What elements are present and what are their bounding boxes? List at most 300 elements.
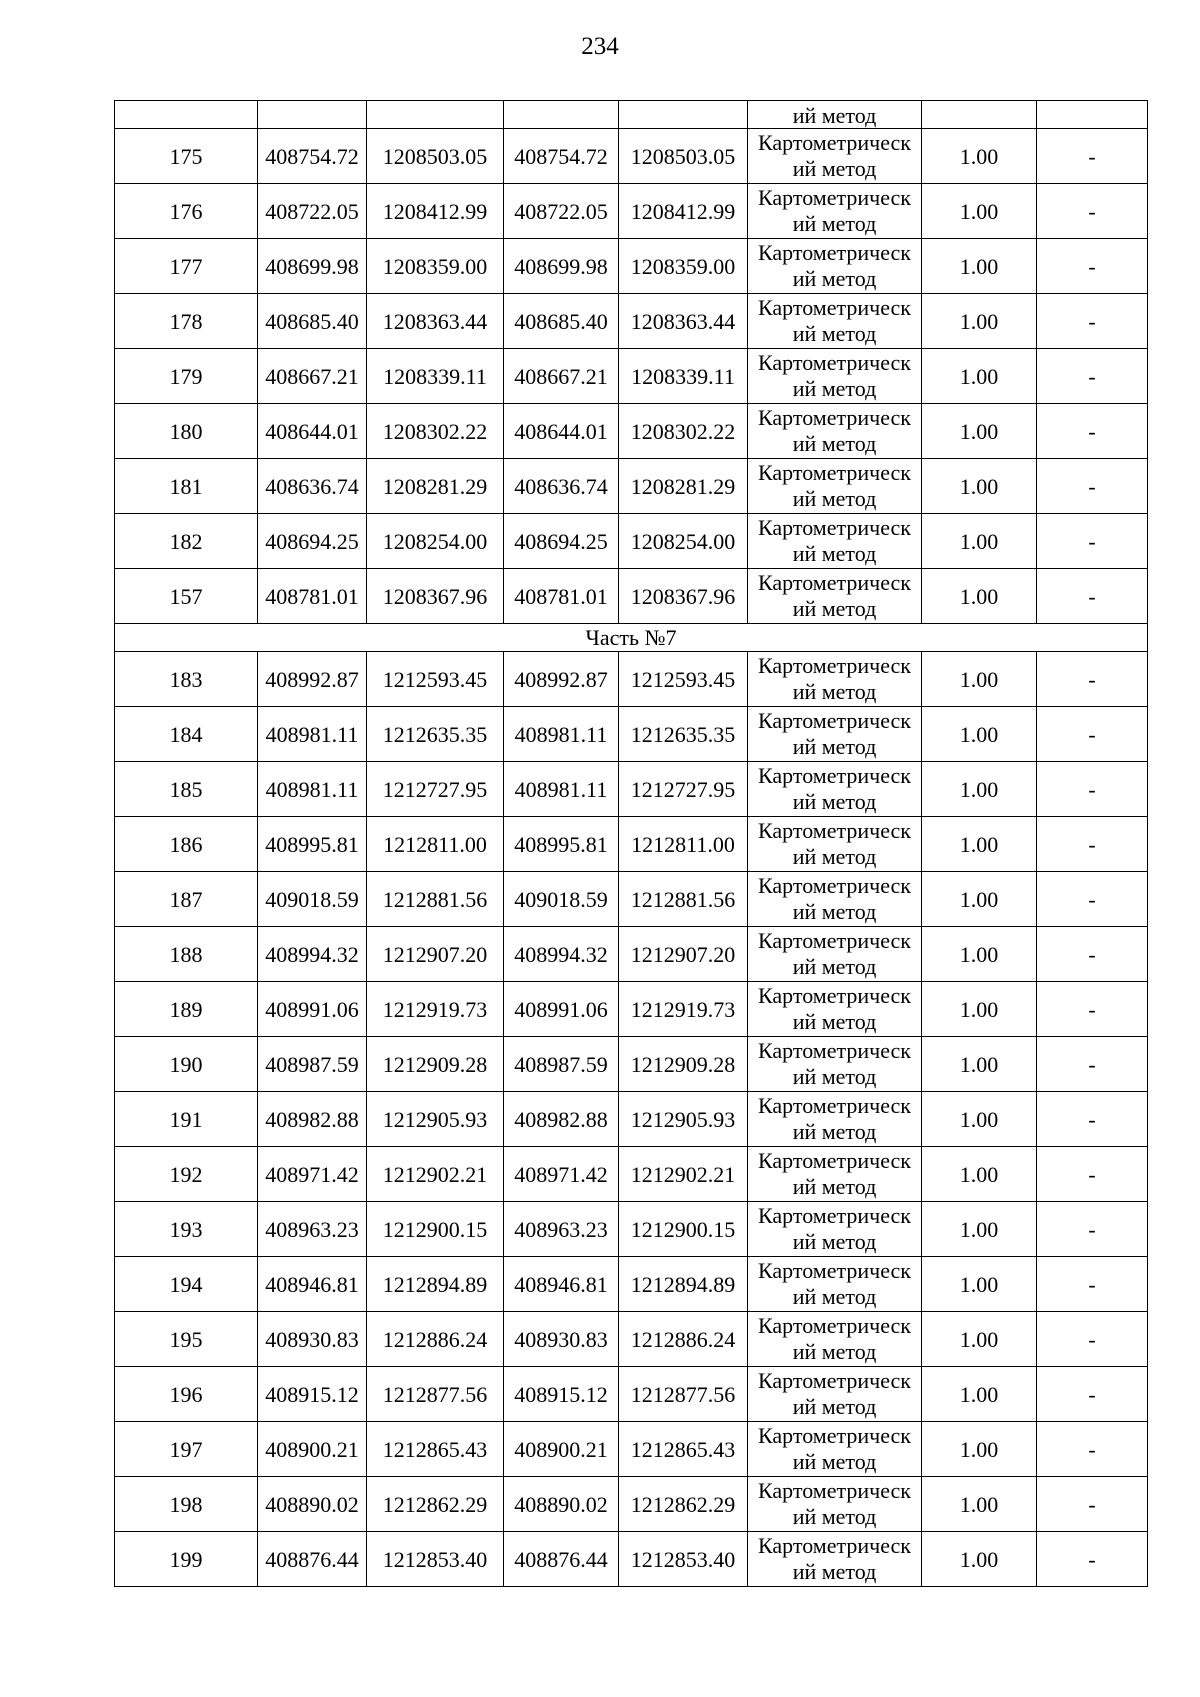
- method-cell: [748, 1477, 922, 1532]
- precision-cell: 1.00: [922, 1532, 1037, 1587]
- method-line2: ий метод: [792, 541, 877, 566]
- note-cell: -: [1037, 982, 1148, 1037]
- method-cell: [748, 1532, 922, 1587]
- y-specified-cell: 1212900.15: [619, 1202, 748, 1257]
- note-cell: -: [1037, 514, 1148, 569]
- precision-cell: 1.00: [922, 294, 1037, 349]
- y-existing-cell: 1212877.56: [367, 1367, 504, 1422]
- x-specified-cell: 408644.01: [504, 404, 619, 459]
- x-existing-cell: 408900.21: [258, 1422, 367, 1477]
- point-number-cell: 198: [115, 1477, 258, 1532]
- method-cell: [748, 1257, 922, 1312]
- precision-cell: 1.00: [922, 349, 1037, 404]
- note-cell: -: [1037, 239, 1148, 294]
- y-existing-cell: 1208412.99: [367, 184, 504, 239]
- precision-cell: 1.00: [922, 1202, 1037, 1257]
- point-number-cell: 157: [115, 569, 258, 624]
- table-row: [115, 1312, 1148, 1367]
- y-existing-cell: 1212894.89: [367, 1257, 504, 1312]
- method-line2: ий метод: [792, 376, 877, 401]
- point-number-cell: 185: [115, 762, 258, 817]
- precision-cell: 1.00: [922, 1257, 1037, 1312]
- point-number-cell: 188: [115, 927, 258, 982]
- note-cell: -: [1037, 872, 1148, 927]
- y-specified-cell: 1212907.20: [619, 927, 748, 982]
- note-cell: -: [1037, 1312, 1148, 1367]
- y-existing-cell: 1212593.45: [367, 652, 504, 707]
- x-specified-cell: 408994.32: [504, 927, 619, 982]
- method-line1: Картометрическ: [758, 1423, 911, 1448]
- y-specified-cell: 1212853.40: [619, 1532, 748, 1587]
- method-cell: [748, 404, 922, 459]
- table-row: [115, 459, 1148, 514]
- method-line2: ий метод: [792, 1009, 877, 1034]
- x-specified-cell: 408981.11: [504, 707, 619, 762]
- x-existing-cell: 408946.81: [258, 1257, 367, 1312]
- method-line1: Картометрическ: [758, 1258, 911, 1283]
- note-cell: -: [1037, 294, 1148, 349]
- note-cell: -: [1037, 1202, 1148, 1257]
- table-row: [115, 1147, 1148, 1202]
- method-cell: [748, 184, 922, 239]
- point-number-cell: 182: [115, 514, 258, 569]
- method-line1: Картометрическ: [758, 1038, 911, 1063]
- y-existing-cell: 1212635.35: [367, 707, 504, 762]
- y-specified-cell: 1212905.93: [619, 1092, 748, 1147]
- method-cell: [748, 349, 922, 404]
- point-number-cell: 195: [115, 1312, 258, 1367]
- table-cell: [258, 101, 367, 129]
- method-cell: [748, 652, 922, 707]
- y-existing-cell: 1212886.24: [367, 1312, 504, 1367]
- y-specified-cell: 1212902.21: [619, 1147, 748, 1202]
- x-existing-cell: 408994.32: [258, 927, 367, 982]
- table-cell: [367, 101, 504, 129]
- method-line2: ий метод: [792, 1504, 877, 1529]
- method-line1: Картометрическ: [758, 818, 911, 843]
- point-number-cell: 177: [115, 239, 258, 294]
- method-cell: [748, 707, 922, 762]
- x-specified-cell: 408991.06: [504, 982, 619, 1037]
- x-specified-cell: 408781.01: [504, 569, 619, 624]
- y-specified-cell: 1208363.44: [619, 294, 748, 349]
- precision-cell: 1.00: [922, 652, 1037, 707]
- method-line1: Картометрическ: [758, 1093, 911, 1118]
- section-row: [115, 624, 1148, 652]
- point-number-cell: 176: [115, 184, 258, 239]
- note-cell: -: [1037, 652, 1148, 707]
- table-row: [115, 569, 1148, 624]
- y-specified-cell: 1208503.05: [619, 129, 748, 184]
- method-line1: Картометрическ: [758, 1533, 911, 1558]
- note-cell: -: [1037, 1367, 1148, 1422]
- x-existing-cell: 408930.83: [258, 1312, 367, 1367]
- table-row: [115, 184, 1148, 239]
- method-cell: [748, 1312, 922, 1367]
- point-number-cell: 181: [115, 459, 258, 514]
- section-label: Часть №7: [115, 624, 1148, 652]
- x-specified-cell: 408694.25: [504, 514, 619, 569]
- method-cell: [748, 817, 922, 872]
- y-specified-cell: 1212635.35: [619, 707, 748, 762]
- y-specified-cell: 1208367.96: [619, 569, 748, 624]
- x-specified-cell: 408963.23: [504, 1202, 619, 1257]
- y-existing-cell: 1212811.00: [367, 817, 504, 872]
- precision-cell: 1.00: [922, 459, 1037, 514]
- method-line1: Картометрическ: [758, 873, 911, 898]
- note-cell: -: [1037, 927, 1148, 982]
- coordinates-table: [114, 100, 1148, 1587]
- x-specified-cell: 408667.21: [504, 349, 619, 404]
- method-line1: Картометрическ: [758, 570, 911, 595]
- y-existing-cell: 1212865.43: [367, 1422, 504, 1477]
- method-cell: [748, 294, 922, 349]
- method-line1: Картометрическ: [758, 763, 911, 788]
- note-cell: -: [1037, 569, 1148, 624]
- point-number-cell: 192: [115, 1147, 258, 1202]
- method-line2: ий метод: [792, 156, 877, 181]
- method-line1: Картометрическ: [758, 928, 911, 953]
- y-existing-cell: 1212862.29: [367, 1477, 504, 1532]
- method-line2: ий метод: [792, 1064, 877, 1089]
- point-number-cell: 194: [115, 1257, 258, 1312]
- method-line2: ий метод: [792, 954, 877, 979]
- table-cell: [1037, 101, 1148, 129]
- method-cell: [748, 982, 922, 1037]
- y-specified-cell: 1212881.56: [619, 872, 748, 927]
- method-cell: [748, 569, 922, 624]
- x-specified-cell: 408754.72: [504, 129, 619, 184]
- method-line2: ий метод: [792, 1284, 877, 1309]
- precision-cell: 1.00: [922, 184, 1037, 239]
- point-number-cell: 197: [115, 1422, 258, 1477]
- table-row: [115, 652, 1148, 707]
- method-line2: ий метод: [792, 596, 877, 621]
- point-number-cell: 178: [115, 294, 258, 349]
- note-cell: -: [1037, 1532, 1148, 1587]
- point-number-cell: 186: [115, 817, 258, 872]
- note-cell: -: [1037, 129, 1148, 184]
- table-row: [115, 1092, 1148, 1147]
- precision-cell: 1.00: [922, 1367, 1037, 1422]
- y-specified-cell: 1212593.45: [619, 652, 748, 707]
- method-cell: [748, 514, 922, 569]
- y-specified-cell: 1212727.95: [619, 762, 748, 817]
- y-specified-cell: 1212865.43: [619, 1422, 748, 1477]
- y-specified-cell: 1212894.89: [619, 1257, 748, 1312]
- point-number-cell: 175: [115, 129, 258, 184]
- method-line2: ий метод: [792, 1119, 877, 1144]
- table-cell: [115, 101, 258, 129]
- point-number-cell: 180: [115, 404, 258, 459]
- method-line1: Картометрическ: [758, 653, 911, 678]
- table-row: [115, 1037, 1148, 1092]
- x-specified-cell: 408915.12: [504, 1367, 619, 1422]
- precision-cell: 1.00: [922, 872, 1037, 927]
- method-line2: ий метод: [792, 431, 877, 456]
- method-cell: [748, 129, 922, 184]
- method-cell: [748, 872, 922, 927]
- x-specified-cell: 408636.74: [504, 459, 619, 514]
- method-line2: ий метод: [792, 1559, 877, 1584]
- y-specified-cell: 1208254.00: [619, 514, 748, 569]
- note-cell: -: [1037, 762, 1148, 817]
- table-row: [115, 239, 1148, 294]
- table-row: [115, 349, 1148, 404]
- x-existing-cell: 408992.87: [258, 652, 367, 707]
- note-cell: -: [1037, 1257, 1148, 1312]
- method-line1: Картометрическ: [758, 1478, 911, 1503]
- table-row: [115, 404, 1148, 459]
- x-existing-cell: 409018.59: [258, 872, 367, 927]
- note-cell: -: [1037, 1422, 1148, 1477]
- point-number-cell: 179: [115, 349, 258, 404]
- method-line1: Картометрическ: [758, 983, 911, 1008]
- y-existing-cell: 1208503.05: [367, 129, 504, 184]
- y-existing-cell: 1212909.28: [367, 1037, 504, 1092]
- y-specified-cell: 1208302.22: [619, 404, 748, 459]
- method-line2: ий метод: [792, 1229, 877, 1254]
- note-cell: -: [1037, 817, 1148, 872]
- method-line1: Картометрическ: [758, 1203, 911, 1228]
- method-line1: Картометрическ: [758, 405, 911, 430]
- x-existing-cell: 408685.40: [258, 294, 367, 349]
- method-line2: ий метод: [792, 321, 877, 346]
- x-existing-cell: 408636.74: [258, 459, 367, 514]
- note-cell: -: [1037, 1092, 1148, 1147]
- precision-cell: 1.00: [922, 1312, 1037, 1367]
- table-row: [115, 707, 1148, 762]
- x-specified-cell: 408699.98: [504, 239, 619, 294]
- y-specified-cell: 1208412.99: [619, 184, 748, 239]
- table-row: [115, 1477, 1148, 1532]
- method-line2: ий метод: [792, 679, 877, 704]
- x-existing-cell: 408694.25: [258, 514, 367, 569]
- y-specified-cell: 1212811.00: [619, 817, 748, 872]
- point-number-cell: 196: [115, 1367, 258, 1422]
- note-cell: -: [1037, 184, 1148, 239]
- y-existing-cell: 1208339.11: [367, 349, 504, 404]
- method-cell: [748, 1147, 922, 1202]
- note-cell: -: [1037, 1037, 1148, 1092]
- precision-cell: 1.00: [922, 129, 1037, 184]
- y-existing-cell: 1208281.29: [367, 459, 504, 514]
- table-row: [115, 1257, 1148, 1312]
- y-existing-cell: 1208254.00: [367, 514, 504, 569]
- method-line2: ий метод: [792, 899, 877, 924]
- x-specified-cell: 408971.42: [504, 1147, 619, 1202]
- method-line1: Картометрическ: [758, 1313, 911, 1338]
- note-cell: -: [1037, 404, 1148, 459]
- y-specified-cell: 1208339.11: [619, 349, 748, 404]
- x-specified-cell: 408992.87: [504, 652, 619, 707]
- table-row: [115, 1422, 1148, 1477]
- method-cell: [748, 927, 922, 982]
- point-number-cell: 191: [115, 1092, 258, 1147]
- method-line2: ий метод: [792, 266, 877, 291]
- x-specified-cell: 408685.40: [504, 294, 619, 349]
- y-existing-cell: 1212881.56: [367, 872, 504, 927]
- x-specified-cell: 408987.59: [504, 1037, 619, 1092]
- precision-cell: 1.00: [922, 514, 1037, 569]
- x-existing-cell: 408987.59: [258, 1037, 367, 1092]
- method-line1: Картометрическ: [758, 295, 911, 320]
- method-cell: [748, 239, 922, 294]
- table-cell: [922, 101, 1037, 129]
- x-existing-cell: 408981.11: [258, 707, 367, 762]
- method-cell: [748, 1422, 922, 1477]
- precision-cell: 1.00: [922, 1037, 1037, 1092]
- x-existing-cell: 408991.06: [258, 982, 367, 1037]
- y-existing-cell: 1208359.00: [367, 239, 504, 294]
- method-line2: ий метод: [792, 211, 877, 236]
- y-existing-cell: 1212853.40: [367, 1532, 504, 1587]
- precision-cell: 1.00: [922, 1422, 1037, 1477]
- precision-cell: 1.00: [922, 239, 1037, 294]
- method-cell: [748, 1367, 922, 1422]
- page-number: 234: [581, 33, 619, 60]
- x-existing-cell: 408915.12: [258, 1367, 367, 1422]
- point-number-cell: 187: [115, 872, 258, 927]
- y-existing-cell: 1208363.44: [367, 294, 504, 349]
- x-specified-cell: 408981.11: [504, 762, 619, 817]
- x-existing-cell: 408971.42: [258, 1147, 367, 1202]
- method-line1: Картометрическ: [758, 185, 911, 210]
- method-cell: [748, 1092, 922, 1147]
- y-specified-cell: 1212909.28: [619, 1037, 748, 1092]
- x-existing-cell: 408982.88: [258, 1092, 367, 1147]
- method-line2: ий метод: [792, 1174, 877, 1199]
- method-line1: Картометрическ: [758, 350, 911, 375]
- y-existing-cell: 1212727.95: [367, 762, 504, 817]
- x-specified-cell: 408946.81: [504, 1257, 619, 1312]
- precision-cell: 1.00: [922, 569, 1037, 624]
- precision-cell: 1.00: [922, 404, 1037, 459]
- note-cell: -: [1037, 459, 1148, 514]
- x-existing-cell: 408876.44: [258, 1532, 367, 1587]
- x-existing-cell: 408644.01: [258, 404, 367, 459]
- method-line2: ий метод: [792, 844, 877, 869]
- note-cell: -: [1037, 349, 1148, 404]
- x-specified-cell: 408900.21: [504, 1422, 619, 1477]
- table-row: [115, 1532, 1148, 1587]
- precision-cell: 1.00: [922, 1477, 1037, 1532]
- method-line2: ий метод: [792, 1394, 877, 1419]
- table-row: [115, 762, 1148, 817]
- point-number-cell: 193: [115, 1202, 258, 1257]
- table-row: [115, 872, 1148, 927]
- y-specified-cell: 1208281.29: [619, 459, 748, 514]
- x-existing-cell: 408963.23: [258, 1202, 367, 1257]
- table-row: [115, 1367, 1148, 1422]
- point-number-cell: 189: [115, 982, 258, 1037]
- table-cell: [504, 101, 619, 129]
- table-row: [115, 982, 1148, 1037]
- precision-cell: 1.00: [922, 1092, 1037, 1147]
- y-specified-cell: 1208359.00: [619, 239, 748, 294]
- y-specified-cell: 1212886.24: [619, 1312, 748, 1367]
- table-row: [115, 927, 1148, 982]
- x-existing-cell: 408667.21: [258, 349, 367, 404]
- y-existing-cell: 1208302.22: [367, 404, 504, 459]
- table-row: [115, 1202, 1148, 1257]
- y-existing-cell: 1212902.21: [367, 1147, 504, 1202]
- method-line1: Картометрическ: [758, 1148, 911, 1173]
- x-specified-cell: 408890.02: [504, 1477, 619, 1532]
- method-cell: [748, 1037, 922, 1092]
- table-cell: [619, 101, 748, 129]
- x-existing-cell: 408890.02: [258, 1477, 367, 1532]
- y-existing-cell: 1212919.73: [367, 982, 504, 1037]
- point-number-cell: 183: [115, 652, 258, 707]
- table-body: [115, 101, 1148, 1587]
- point-number-cell: 199: [115, 1532, 258, 1587]
- method-line1: Картометрическ: [758, 1368, 911, 1393]
- method-line1: Картометрическ: [758, 708, 911, 733]
- y-specified-cell: 1212862.29: [619, 1477, 748, 1532]
- method-line2: ий метод: [792, 1339, 877, 1364]
- x-specified-cell: 408722.05: [504, 184, 619, 239]
- method-cell: [748, 101, 922, 129]
- method-line2: ий метод: [792, 103, 877, 128]
- y-existing-cell: 1208367.96: [367, 569, 504, 624]
- x-specified-cell: 409018.59: [504, 872, 619, 927]
- method-cell: [748, 459, 922, 514]
- method-line2: ий метод: [792, 486, 877, 511]
- precision-cell: 1.00: [922, 762, 1037, 817]
- precision-cell: 1.00: [922, 707, 1037, 762]
- table-row: [115, 129, 1148, 184]
- note-cell: -: [1037, 1147, 1148, 1202]
- x-existing-cell: 408722.05: [258, 184, 367, 239]
- x-specified-cell: 408930.83: [504, 1312, 619, 1367]
- x-existing-cell: 408981.11: [258, 762, 367, 817]
- table-row: [115, 817, 1148, 872]
- method-line1: Картометрическ: [758, 515, 911, 540]
- y-existing-cell: 1212900.15: [367, 1202, 504, 1257]
- method-line1: Картометрическ: [758, 130, 911, 155]
- x-specified-cell: 408995.81: [504, 817, 619, 872]
- point-number-cell: 184: [115, 707, 258, 762]
- note-cell: -: [1037, 1477, 1148, 1532]
- method-line1: Картометрическ: [758, 240, 911, 265]
- precision-cell: 1.00: [922, 927, 1037, 982]
- table-row: [115, 514, 1148, 569]
- y-specified-cell: 1212877.56: [619, 1367, 748, 1422]
- precision-cell: 1.00: [922, 1147, 1037, 1202]
- x-existing-cell: 408699.98: [258, 239, 367, 294]
- continued-row: [115, 101, 1148, 129]
- point-number-cell: 190: [115, 1037, 258, 1092]
- precision-cell: 1.00: [922, 982, 1037, 1037]
- y-specified-cell: 1212919.73: [619, 982, 748, 1037]
- method-cell: [748, 762, 922, 817]
- x-existing-cell: 408781.01: [258, 569, 367, 624]
- x-specified-cell: 408876.44: [504, 1532, 619, 1587]
- precision-cell: 1.00: [922, 817, 1037, 872]
- note-cell: -: [1037, 707, 1148, 762]
- method-line1: Картометрическ: [758, 460, 911, 485]
- x-existing-cell: 408995.81: [258, 817, 367, 872]
- y-existing-cell: 1212905.93: [367, 1092, 504, 1147]
- method-line2: ий метод: [792, 789, 877, 814]
- table-row: [115, 294, 1148, 349]
- method-line2: ий метод: [792, 1449, 877, 1474]
- x-existing-cell: 408754.72: [258, 129, 367, 184]
- method-cell: [748, 1202, 922, 1257]
- x-specified-cell: 408982.88: [504, 1092, 619, 1147]
- method-line2: ий метод: [792, 734, 877, 759]
